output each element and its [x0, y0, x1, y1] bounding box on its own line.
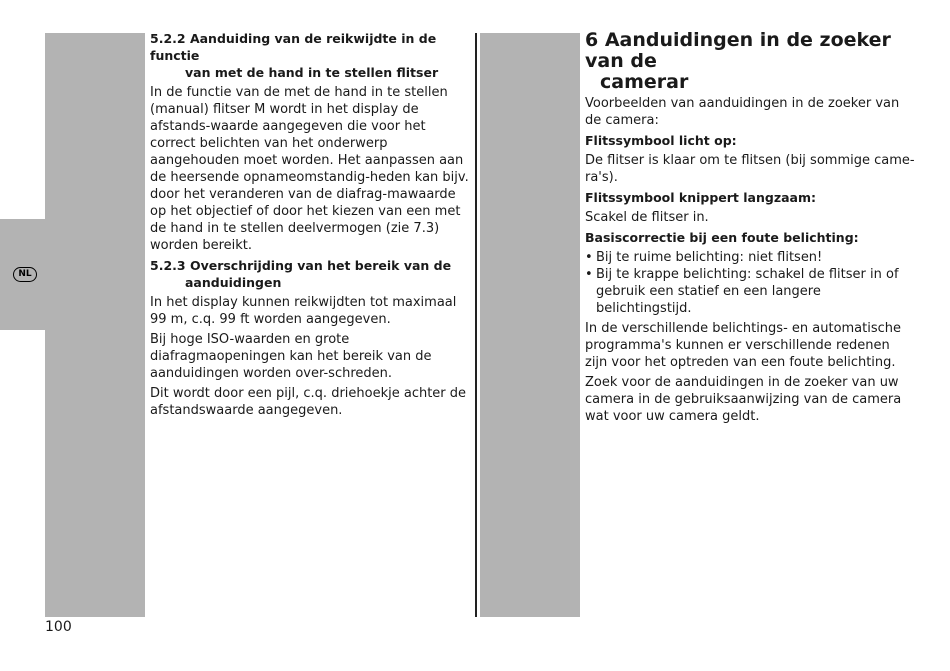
right-column	[585, 30, 915, 428]
section-522-heading	[150, 30, 470, 81]
section-523-paragraph: Bij hoge ISO-waarden en grote diafragmaopeningen kan het bereik van de aanduidingen worden over-schreden.	[150, 332, 432, 381]
section-522-heading-line1: 5.2.2 Aanduiding van de reikwijdte in de functie	[150, 31, 437, 63]
section-523-heading	[150, 257, 470, 291]
manual-reference-paragraph: Zoek voor de aanduidingen in de zoeker van uw camera in de gebruiksaanwijzing van de camera wat voor uw camera geldt.	[585, 375, 902, 424]
language-badge: NL	[13, 267, 37, 282]
left-column	[150, 30, 470, 422]
section-522-body: In de functie van de met de hand in te stellen (manual) flitser M wordt in het display de afstands-waarde aangegeven die voor het correct belichten van het onderwerp aangehouden moet worden. Het aanpassen aan de heersende opnameomstandig-heden kan bijv. door het veranderen van de diafrag-mawaarde op het objectief of door het kiezen van een met de hand in te stellen deelvermogen (zie 7.3) worden bereikt.	[150, 85, 469, 253]
flash-lit-heading: Flitssymbool licht op:	[585, 133, 737, 148]
column-divider	[475, 33, 477, 617]
page-number: 100	[45, 619, 72, 635]
flash-blink-heading: Flitssymbool knippert langzaam:	[585, 190, 816, 205]
flash-blink-body: Scakel de flitser in.	[585, 210, 709, 225]
section-523-paragraph: Dit wordt door een pijl, c.q. driehoekje achter de afstandswaarde aangegeven.	[150, 386, 467, 418]
chapter-heading-line1: 6 Aanduidingen in de zoeker van de	[585, 29, 891, 72]
left-margin-bar	[45, 33, 145, 617]
bullet-item: • Bij te krappe belichting: schakel de flitser in of gebruik een statief en een langere belichtingstijd.	[585, 266, 915, 317]
section-523-paragraph: In het display kunnen reikwijdten tot maximaal 99 m, c.q. 99 ft worden aangegeven.	[150, 295, 457, 327]
section-523-heading-line2: aanduidingen	[185, 275, 282, 290]
section-523-heading-line1: 5.2.3 Overschrijding van het bereik van de	[150, 258, 452, 273]
chapter-intro: Voorbeelden van aanduidingen in de zoeker van de camera:	[585, 96, 900, 128]
flash-lit-body: De flitser is klaar om te flitsen (bij sommige came-ra's).	[585, 153, 915, 185]
right-margin-bar	[480, 33, 580, 617]
bullet-item: • Bij te ruime belichting: niet flitsen!	[585, 249, 915, 266]
exposure-correction-heading: Basiscorrectie bij een foute belichting:	[585, 230, 859, 245]
chapter-heading-line2: camerar	[600, 71, 689, 93]
programs-paragraph: In de verschillende belichtings- en automatische programma's kunnen er verschillende redenen zijn voor het optreden van een foute belichting.	[585, 321, 902, 370]
section-522-heading-line2: van met de hand in te stellen flitser	[185, 65, 439, 80]
chapter-heading	[585, 30, 915, 93]
